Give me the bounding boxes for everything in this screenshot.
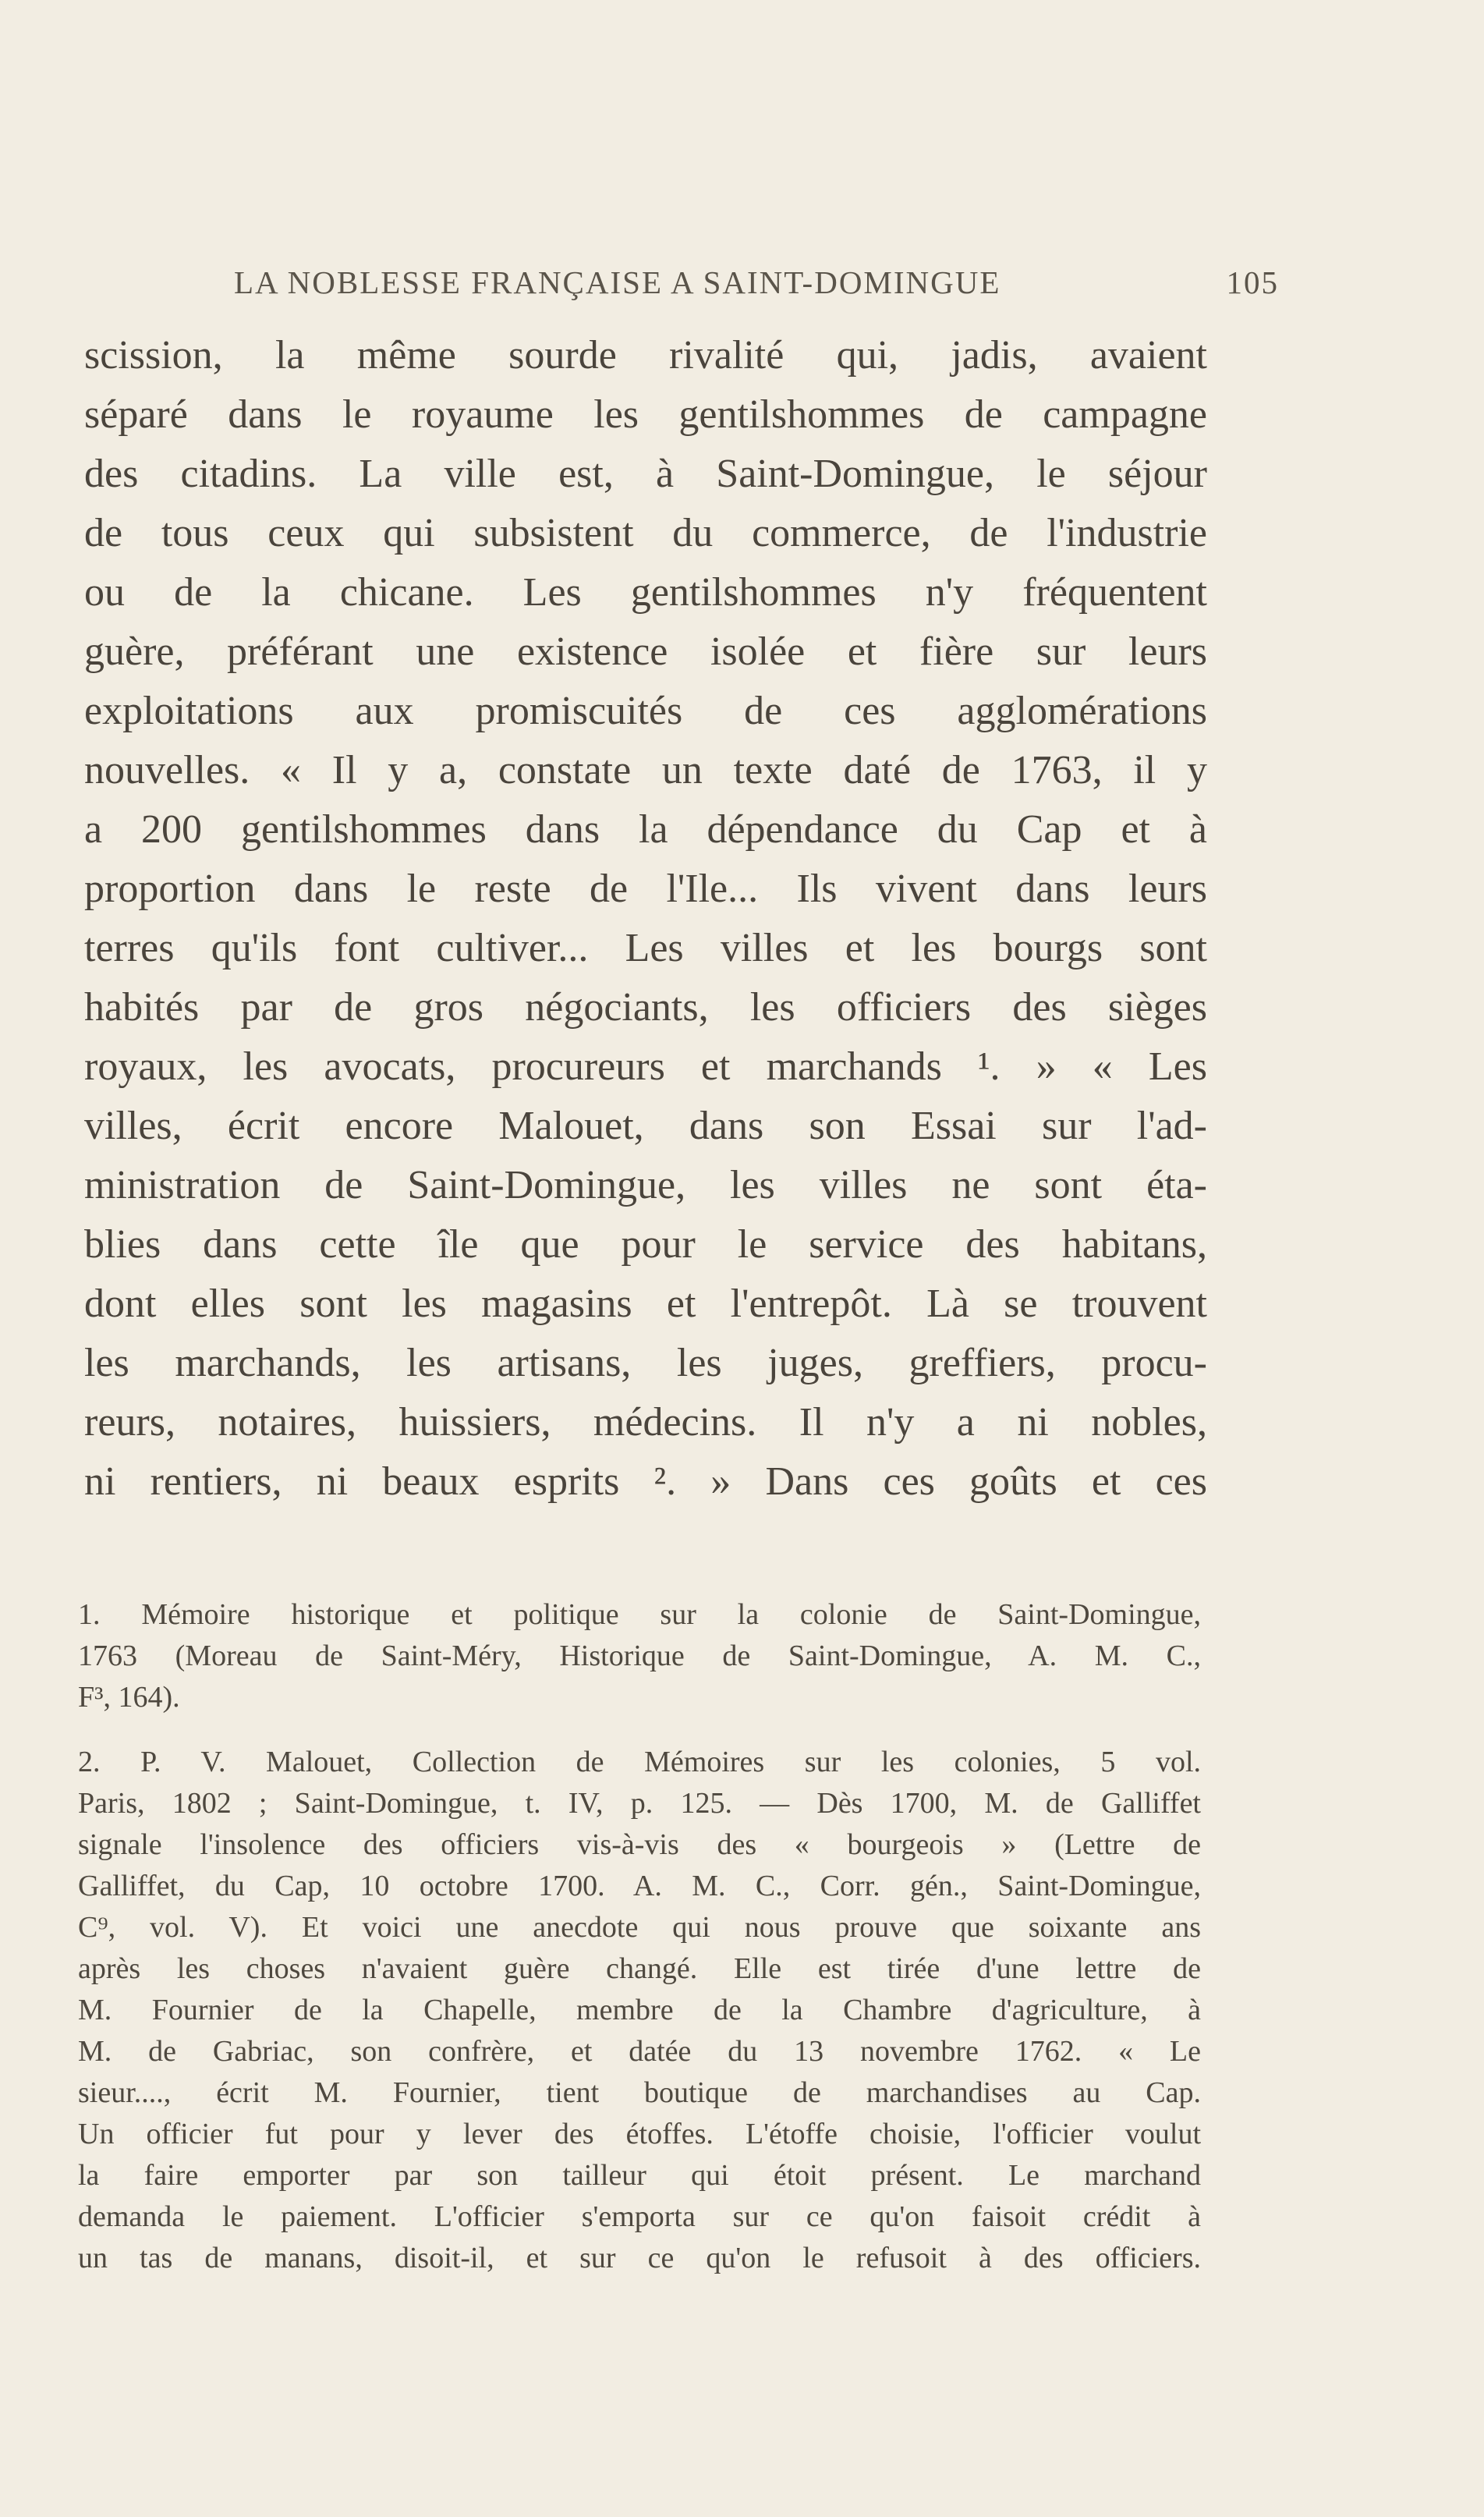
body-line: les marchands, les artisans, les juges, greffiers, procu- [84,1341,1207,1385]
footnote-spacer [78,1718,1201,1742]
footnote-line: la faire emporter par son tailleur qui étoit présent. Le marchand [78,2159,1201,2192]
body-line: scission, la même sourde rivalité qui, jadis, avaient [84,333,1207,378]
body-line: ou de la chicane. Les gentilshommes n'y fréquentent [84,570,1207,615]
footnote-line: C⁹, vol. V). Et voici une anecdote qui nous prouve que soixante ans [78,1911,1201,1944]
footnote-line: Galliffet, du Cap, 10 octobre 1700. A. M. C., Corr. gén., Saint-Domingue, [78,1870,1201,1902]
body-line: dont elles sont les magasins et l'entrepôt. Là se trouvent [84,1282,1207,1326]
footnote-line: M. Fournier de la Chapelle, membre de la Chambre d'agriculture, à [78,1994,1201,2026]
footnote-line: 1. Mémoire historique et politique sur la colonie de Saint-Domingue, [78,1598,1201,1631]
footnote-line: signale l'insolence des officiers vis-à-vis des « bourgeois » (Lettre de [78,1828,1201,1861]
body-line: proportion dans le reste de l'Ile... Ils vivent dans leurs [84,867,1207,911]
footnotes [78,1594,1201,2279]
body-line: de tous ceux qui subsistent du commerce, de l'industrie [84,511,1207,555]
footnote-line: F³, 164). [78,1681,180,1714]
footnote-line: 2. P. V. Malouet, Collection de Mémoires sur les colonies, 5 vol. [78,1746,1201,1778]
body-line: séparé dans le royaume les gentilshommes de campagne [84,392,1207,437]
footnote-line: Un officier fut pour y lever des étoffes. L'étoffe choisie, l'officier voulut [78,2118,1201,2150]
body-paragraph [84,326,1207,1512]
footnote-line: 1763 (Moreau de Saint-Méry, Historique de Saint-Domingue, A. M. C., [78,1640,1201,1672]
body-line: blies dans cette île que pour le service des habitans, [84,1222,1207,1267]
body-line: habités par de gros négociants, les officiers des sièges [84,985,1207,1030]
footnote-line: M. de Gabriac, son confrère, et datée du 13 novembre 1762. « Le [78,2035,1201,2068]
body-line: ni rentiers, ni beaux esprits ². » Dans ces goûts et ces [84,1459,1207,1504]
footnote-2 [78,1742,1201,2279]
footnote-line: après les choses n'avaient guère changé. Elle est tirée d'une lettre de [78,1952,1201,1985]
page-number: 105 [1226,264,1279,300]
body-line: exploitations aux promiscuités de ces agglomérations [84,689,1207,733]
body-line: reurs, notaires, huissiers, médecins. Il n'y a ni nobles, [84,1400,1207,1445]
footnote-line: un tas de manans, disoit-il, et sur ce qu'on le refusoit à des officiers. [78,2242,1201,2274]
body-line: ministration de Saint-Domingue, les villes ne sont éta- [84,1163,1207,1207]
body-line: guère, préférant une existence isolée et fière sur leurs [84,629,1207,674]
body-line: nouvelles. « Il y a, constate un texte daté de 1763, il y [84,748,1207,792]
footnote-1 [78,1594,1201,1718]
body-line: royaux, les avocats, procureurs et marchands ¹. » « Les [84,1044,1207,1089]
running-title: LA NOBLESSE FRANÇAISE A SAINT-DOMINGUE [234,264,1001,300]
footnote-line: demanda le paiement. L'officier s'emporta sur ce qu'on faisoit crédit à [78,2200,1201,2233]
body-line: a 200 gentilshommes dans la dépendance du Cap et à [84,807,1207,852]
body-line: des citadins. La ville est, à Saint-Domingue, le séjour [84,452,1207,496]
footnote-line: sieur...., écrit M. Fournier, tient boutique de marchandises au Cap. [78,2076,1201,2109]
footnote-line: Paris, 1802 ; Saint-Domingue, t. IV, p. 125. — Dès 1700, M. de Galliffet [78,1787,1201,1820]
body-line: villes, écrit encore Malouet, dans son Essai sur l'ad- [84,1104,1207,1148]
body-line: terres qu'ils font cultiver... Les villes et les bourgs sont [84,926,1207,970]
